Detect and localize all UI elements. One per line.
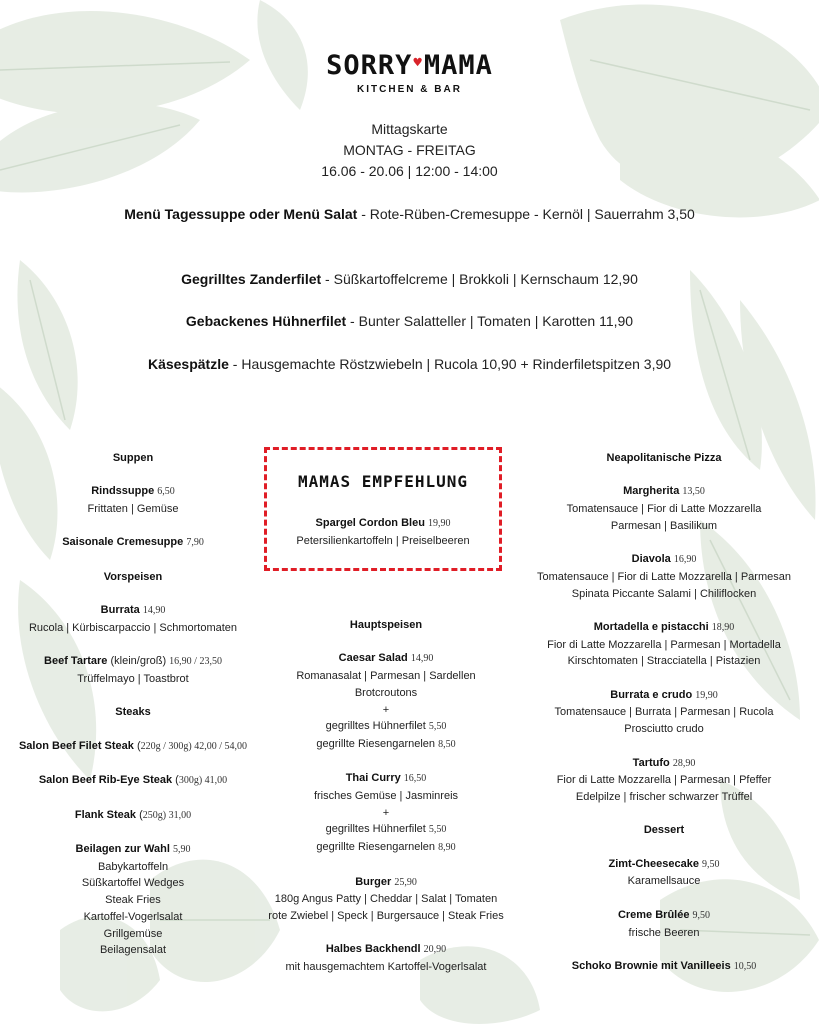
menu-line — [516, 450, 812, 467]
item-price: 5,50 — [428, 824, 447, 836]
spacer — [516, 467, 812, 484]
item-text: Trüffelmayo | Toastbrot — [77, 673, 189, 686]
item-text: gegrilltes Hühnerfilet — [325, 720, 429, 733]
item-text: rote Zwiebel | Speck | Burgersauce | Steak Fries — [268, 909, 504, 922]
item-price: 8,90 — [438, 842, 456, 854]
item-name: Beef Tartare — [44, 655, 108, 668]
menu-line — [0, 926, 266, 943]
menu-line — [256, 805, 516, 822]
item-price: 5,90 — [172, 844, 191, 856]
spacer — [516, 890, 812, 907]
item-text: Beilagensalat — [99, 944, 167, 957]
special-name: Gegrilltes Zanderfilet — [181, 271, 322, 287]
spacer — [0, 756, 266, 773]
menu-line — [256, 685, 516, 702]
menu-line — [0, 909, 266, 926]
menu-line — [516, 721, 812, 738]
spacer — [0, 824, 266, 841]
middle-column — [256, 617, 516, 976]
item-name: Burrata e crudo — [610, 688, 693, 701]
item-name: Creme Brûlée — [617, 908, 690, 921]
special-item — [0, 206, 819, 222]
special-name: Käsespätzle — [147, 356, 229, 372]
menu-line — [0, 942, 266, 959]
menu-line — [516, 907, 812, 925]
item-text: frisches Gemüse | Jasminreis — [313, 790, 459, 802]
item-text: Fior di Latte Mozzarella | Parmesan | Pfeffer — [556, 774, 772, 787]
menu-line — [256, 908, 516, 925]
menu-line — [256, 736, 516, 754]
spacer — [516, 602, 812, 619]
item-name: Rindssuppe — [91, 485, 155, 498]
item-price: 28,90 — [672, 757, 696, 769]
item-name: Spargel Cordon Bleu — [315, 517, 425, 529]
item-price: 25,90 — [394, 876, 417, 888]
spacer — [516, 806, 812, 823]
item-price: 10,50 — [733, 960, 757, 972]
menu-line — [256, 821, 516, 839]
item-price: 20,90 — [423, 944, 447, 956]
menu-line — [256, 650, 516, 668]
item-name: Suppen — [112, 452, 154, 464]
item-price: 250g) 31,00 — [142, 809, 192, 821]
item-text: Grillgemüse — [103, 927, 163, 940]
item-text: Edelpilze | frischer schwarzer Trüffel — [575, 790, 753, 803]
special-desc: - Rote-Rüben-Cremesuppe - Kernöl | Sauerrahm 3,50 — [357, 206, 695, 222]
menu-line — [256, 941, 516, 959]
special-name: Menü Tagessuppe oder Menü Salat — [124, 206, 358, 222]
item-text: Süßkartoffel Wedges — [81, 877, 185, 890]
menu-line — [0, 569, 266, 586]
menu-line — [0, 859, 266, 876]
recommendation-box — [264, 447, 502, 571]
item-text: Karamellsauce — [627, 875, 701, 888]
menu-line — [516, 569, 812, 586]
menu-line — [516, 789, 812, 806]
item-text: + — [382, 703, 390, 716]
item-price: 18,90 — [711, 621, 735, 633]
spacer — [0, 467, 266, 484]
menu-line — [516, 551, 812, 569]
spacer — [256, 754, 516, 771]
menu-line — [516, 958, 812, 976]
menu-title: Mittagskarte — [371, 121, 448, 137]
right-column — [516, 450, 812, 976]
menu-line — [516, 873, 812, 890]
menu-line — [256, 668, 516, 685]
spacer — [0, 552, 266, 569]
menu-line — [0, 501, 266, 518]
special-name: Gebackenes Hühnerfilet — [185, 313, 347, 329]
menu-line — [0, 450, 266, 467]
menu-line — [516, 755, 812, 773]
menu-dates: 16.06 - 20.06 | 12:00 - 14:00 — [321, 163, 498, 179]
item-text: Babykartoffeln — [97, 860, 169, 873]
item-name: Thai Curry — [345, 772, 401, 785]
item-text: Kirschtomaten | Stracciatella | Pistazien — [567, 655, 761, 668]
spacer — [516, 941, 812, 958]
special-item — [0, 271, 819, 287]
item-name: Schoko Brownie mit Vanilleeis — [571, 959, 731, 972]
menu-line — [516, 704, 812, 721]
item-price: 16,90 / 23,50 — [169, 656, 222, 668]
menu-line — [0, 534, 266, 552]
menu-line — [0, 704, 266, 721]
menu-line — [516, 653, 812, 670]
item-name: Zimt-Cheesecake — [608, 857, 699, 870]
item-name: Diavola — [631, 553, 671, 566]
spacer — [256, 925, 516, 942]
menu-line — [516, 619, 812, 637]
menu-line — [0, 653, 266, 671]
spacer — [0, 637, 266, 654]
special-item — [0, 356, 819, 372]
menu-line — [516, 586, 812, 603]
item-text: Frittaten | Gemüse — [87, 503, 179, 516]
spacer — [256, 857, 516, 874]
brand-name-left: SORRY — [326, 50, 413, 81]
menu-line — [256, 959, 516, 976]
item-text: ( — [172, 774, 179, 787]
item-price: 6,50 — [157, 486, 175, 498]
spacer — [0, 721, 266, 738]
item-name: Flank Steak — [74, 808, 137, 821]
special-item — [0, 313, 819, 329]
recommendation-item — [264, 515, 502, 549]
menu-line — [0, 671, 266, 688]
item-text: Kartoffel-Vogerlsalat — [83, 910, 183, 923]
spacer — [516, 670, 812, 687]
item-text: gegrillte Riesengarnelen — [316, 737, 439, 750]
menu-line — [264, 515, 502, 533]
heart-icon: ♥ — [413, 55, 423, 71]
menu-line — [0, 483, 266, 501]
item-price: 220g / 300g) 42,00 / 54,00 — [140, 740, 248, 752]
item-name: Neapolitanische Pizza — [606, 452, 722, 464]
item-name: Salon Beef Filet Steak — [18, 739, 134, 752]
item-name: Tartufo — [632, 756, 670, 769]
item-price: 5,50 — [428, 721, 447, 733]
menu-line — [0, 772, 266, 790]
item-name: Saisonale Cremesuppe — [62, 536, 184, 549]
item-text: Romanasalat | Parmesan | Sardellen — [296, 670, 476, 683]
item-text: ( — [133, 739, 141, 752]
item-text: gegrilltes Hühnerfilet — [325, 823, 429, 836]
special-desc: - Hausgemachte Röstzwiebeln | Rucola 10,90 + Rinderfiletspitzen 3,90 — [228, 356, 672, 372]
menu-line — [0, 841, 266, 859]
item-name: Burger — [355, 875, 392, 888]
menu-line — [0, 602, 266, 620]
item-price: 16,50 — [403, 773, 427, 785]
item-name: Salon Beef Rib-Eye Steak — [38, 774, 173, 787]
spacer — [516, 839, 812, 856]
menu-line — [256, 874, 516, 892]
menu-line — [516, 483, 812, 501]
item-text: 180g Angus Patty | Cheddar | Salat | Tomaten — [274, 893, 498, 906]
brand-logo — [0, 50, 819, 81]
menu-line — [0, 738, 266, 756]
item-price: 13,50 — [682, 486, 705, 498]
menu-line — [516, 637, 812, 654]
item-name: Burrata — [100, 604, 140, 617]
special-desc: - Süßkartoffelcreme | Brokkoli | Kernschaum 12,90 — [321, 271, 638, 287]
menu-line — [0, 807, 266, 825]
item-price: 7,90 — [186, 537, 204, 549]
item-name: Vorspeisen — [103, 570, 163, 583]
spacer — [0, 790, 266, 807]
item-text: (klein/groß) — [107, 655, 170, 668]
item-text: Tomatensauce | Fior di Latte Mozzarella — [566, 503, 762, 516]
menu-line — [0, 875, 266, 892]
brand-subtitle: KITCHEN & BAR — [357, 84, 462, 95]
menu-days: MONTAG - FREITAG — [343, 142, 476, 158]
item-name: Margherita — [623, 485, 680, 498]
menu-line — [516, 518, 812, 535]
spacer — [0, 688, 266, 705]
spacer — [516, 535, 812, 552]
brand-name-right: MAMA — [423, 50, 493, 81]
menu-line — [256, 770, 516, 788]
item-name: Hauptspeisen — [349, 619, 423, 631]
item-desc: Petersilienkartoffeln | Preiselbeeren — [296, 534, 470, 547]
item-name: Halbes Backhendl — [325, 943, 421, 956]
item-text: Steak Fries — [105, 894, 161, 907]
item-text: Tomatensauce | Burrata | Parmesan | Rucola — [554, 706, 774, 719]
item-name: Mortadella e pistacchi — [593, 620, 709, 633]
menu-line — [256, 839, 516, 857]
menu-line — [0, 620, 266, 637]
menu-line — [256, 702, 516, 719]
menu-line — [516, 925, 812, 942]
spacer — [0, 518, 266, 535]
item-name: Dessert — [643, 824, 685, 837]
item-text: mit hausgemachtem Kartoffel-Vogerlsalat — [285, 961, 487, 973]
menu-line — [516, 772, 812, 789]
menu-line — [256, 617, 516, 634]
menu-line — [516, 687, 812, 705]
item-text: Prosciutto crudo — [624, 723, 704, 736]
spacer — [516, 738, 812, 755]
item-text: frische Beeren — [628, 926, 700, 939]
menu-line — [256, 891, 516, 908]
item-price: 9,50 — [692, 909, 711, 921]
item-text: Rucola | Kürbiscarpaccio | Schmortomaten — [28, 621, 238, 634]
special-desc: - Bunter Salatteller | Tomaten | Karotten 11,90 — [346, 313, 634, 329]
item-text: + — [382, 806, 390, 819]
recommendation-title: MAMAS EMPFEHLUNG — [297, 472, 469, 491]
item-price: 19,90 — [427, 518, 451, 529]
left-column — [0, 450, 266, 959]
item-text: Parmesan | Basilikum — [610, 519, 718, 532]
menu-line — [0, 892, 266, 909]
spacer — [256, 634, 516, 651]
item-name: Beilagen zur Wahl — [75, 843, 170, 856]
item-price: 8,50 — [438, 738, 456, 750]
item-price: 19,90 — [695, 689, 718, 701]
spacer — [0, 586, 266, 603]
item-text: Spinata Piccante Salami | Chiliflocken — [571, 587, 757, 600]
item-text: Brotcroutons — [354, 686, 418, 699]
item-price: 16,90 — [673, 554, 697, 566]
item-text: Tomatensauce | Fior di Latte Mozzarella | Parmesan — [537, 570, 791, 583]
menu-line — [256, 718, 516, 736]
item-text: gegrillte Riesengarnelen — [316, 841, 439, 854]
item-price: 14,90 — [142, 605, 166, 617]
item-text: Fior di Latte Mozzarella | Parmesan | Mortadella — [547, 638, 781, 651]
item-price: 14,90 — [410, 653, 434, 665]
menu-line — [516, 822, 812, 839]
menu-line — [516, 856, 812, 874]
item-name: Steaks — [115, 706, 151, 719]
menu-line — [256, 788, 516, 805]
menu-line — [516, 501, 812, 518]
item-price: 300g) 41,00 — [178, 775, 228, 787]
item-name: Caesar Salad — [338, 652, 408, 665]
item-price: 9,50 — [702, 858, 720, 870]
item-text: ( — [136, 808, 143, 821]
